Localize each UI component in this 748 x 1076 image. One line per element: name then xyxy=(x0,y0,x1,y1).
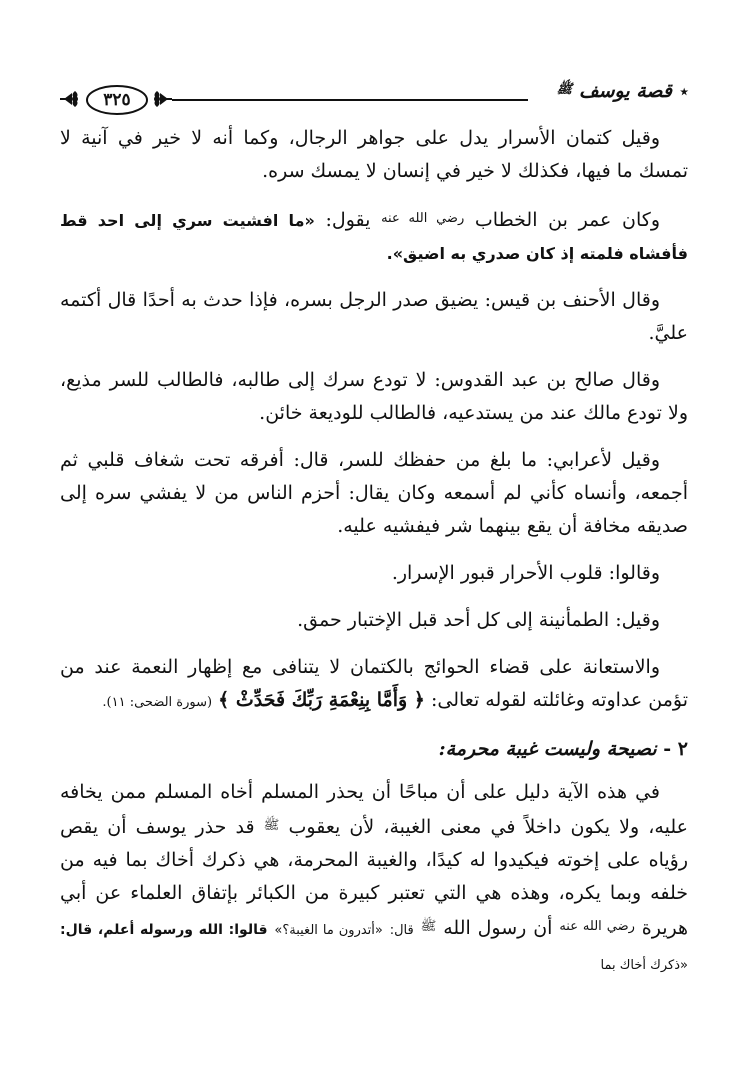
page-body xyxy=(60,122,688,996)
header-rule xyxy=(172,99,528,101)
running-title-honorific: ﷺ xyxy=(556,82,573,97)
blessing-text: والاستعانة على قضاء الحوائج بالكتمان لا يتنافى مع إظهار النعمة عند من تؤمن عداوته وغائلته لقوله تعالى: xyxy=(60,656,688,711)
paragraph-hearts: وقالوا: قلوب الأحرار قبور الإسرار. xyxy=(391,562,660,584)
hadith-tail: «ذكرك أخاك بما xyxy=(600,958,688,973)
page-header xyxy=(60,78,688,122)
paragraph-ahnaf: وقال الأحنف بن قيس: يضيق صدر الرجل بسره، فإذا حدث به أحدًا قال أكتمه عليَّ. xyxy=(60,289,688,344)
quran-verse: ﴿ وَأَمَّا بِنِعْمَةِ رَبِّكَ فَحَدِّثْ ﴾ xyxy=(218,689,425,711)
paragraph-backbiting xyxy=(60,776,688,982)
paragraph-blessing xyxy=(60,651,688,719)
backbiting-text-b: قد حذر يوسف أن يقص رؤياه على إخوته فيكيدوا له كيدًا، والغيبة المحرمة، هي ذكرك أخاك بما فيه من خلفه وبما يكره، وهذه هي التي تعتبر كبيرة من الكبائر بإتفاق العلماء عن أبي هريرة xyxy=(60,816,689,939)
abu-hurayra-honorific: رضي الله عنه xyxy=(559,919,635,934)
umar-says: يقول: xyxy=(325,209,371,231)
hadith-answer: قالوا: الله ورسوله أعلم، قال: xyxy=(60,922,268,938)
section-number: ٢ - xyxy=(663,738,688,760)
paragraph-bedouin: وقيل لأعرابي: ما بلغ من حفظك للسر، قال: أفرقه تحت شغاف قلبي ثم أجمعه، وأنساه كأني لم أسمعه وكان يقال: أحزم الناس من لا يفشي سره إلى صديقه مخافة أن يقع بينهما شر فيفشيه عليه. xyxy=(60,449,688,537)
section-heading xyxy=(60,733,688,766)
header-star: ٭ xyxy=(680,84,688,100)
hadith-question: «أتدرون ما الغيبة؟» xyxy=(274,923,383,938)
paragraph-salih: وقال صالح بن عبد القدوس: لا تودع سرك إلى طالبه، فالطالب للسر مذيع، ولا تودع مالك عند من يستدعيه، فالطالب للوديعة خائن. xyxy=(60,369,688,424)
paragraph-secrets: وقيل كتمان الأسرار يدل على جواهر الرجال، وكما أنه لا خير في آنية لا تمسك ما فيها، فكذلك لا خير في إنسان لا يمسك سره. xyxy=(60,127,688,182)
running-title-text: قصة يوسف xyxy=(578,80,672,102)
backbiting-text-a: في هذه الآية دليل على أن مباحًا أن يحذر المسلم أخاه المسلم ممن يخافه عليه، ولا يكون داخلاً في معنى الغيبة، لأن يعقوب xyxy=(60,781,688,838)
backbiting-text-d: قال: xyxy=(389,923,414,938)
paragraph-trust: وقيل: الطمأنينة إلى كل أحد قبل الإختبار حمق. xyxy=(297,609,660,631)
yaqub-honorific: ﷺ xyxy=(263,818,280,833)
backbiting-text-c: أن رسول الله xyxy=(443,917,553,939)
umar-honorific: رضي الله عنه xyxy=(381,211,465,226)
umar-lead: وكان عمر بن الخطاب xyxy=(474,209,660,231)
paragraph-umar-quote xyxy=(60,202,688,270)
running-title xyxy=(557,80,672,102)
prophet-honorific: ﷺ xyxy=(420,919,437,934)
section-title: نصيحة وليست غيبة محرمة: xyxy=(438,738,657,760)
umar-quote-text: «ما افشيت سري إلى احد قط فأفشاه فلمته إذ كان صدري به اضيق». xyxy=(60,211,688,263)
surah-reference: (سورة الضحى: ١١). xyxy=(102,695,213,710)
page-number-ornament xyxy=(60,82,172,118)
page-number: ٣٢٥ xyxy=(103,90,131,110)
